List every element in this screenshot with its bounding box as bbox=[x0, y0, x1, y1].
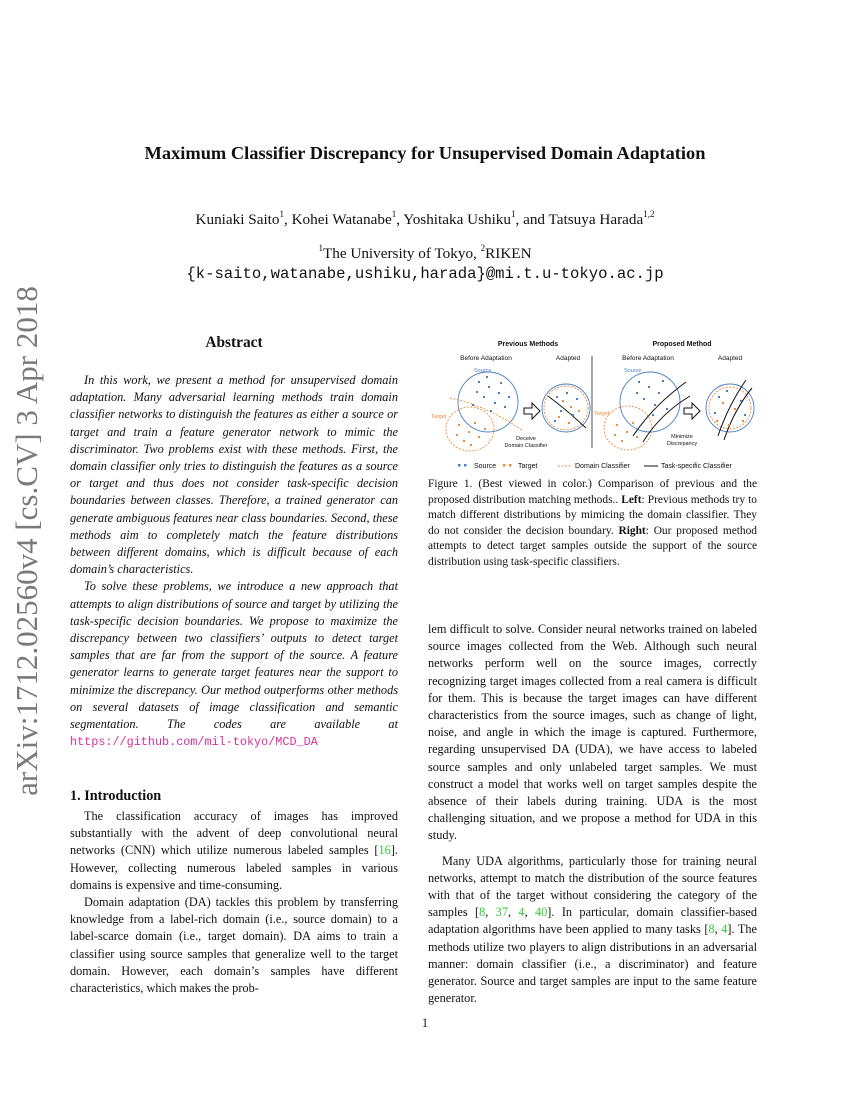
author-affiliation-mark: 1 bbox=[511, 209, 516, 219]
legend-target-marker bbox=[503, 464, 506, 467]
citation-link[interactable]: 4 bbox=[721, 922, 728, 937]
abstract-heading: Abstract bbox=[205, 334, 263, 351]
proposed-adapted-panel bbox=[667, 380, 754, 447]
abstract-body bbox=[70, 372, 398, 751]
intro-text: The classification accuracy of images has improved substantially with the advent of deep convolutional neural networks (CNN) which utilize numerous labeled samples [ bbox=[70, 809, 398, 858]
source-samples bbox=[636, 380, 668, 416]
intro-paragraph bbox=[70, 808, 398, 894]
figure-1-caption bbox=[428, 477, 757, 571]
figure-1 bbox=[428, 336, 757, 476]
affiliation-name: RIKEN bbox=[485, 245, 532, 262]
figure-before-label: Before Adaptation bbox=[460, 355, 512, 362]
author-separator: , and bbox=[515, 211, 549, 228]
target-samples bbox=[456, 422, 486, 446]
author-emails: {k-saito,watanabe,ushiku,harada}@mi.t.u-tokyo.ac.jp bbox=[186, 265, 664, 283]
caption-text: Figure 1. (Best viewed in color.) Comparison of previous and the proposed distribution matching methods.. bbox=[428, 478, 757, 506]
caption-text: : Previous methods try to match different distributions by mimicing the domain classifier. They do not consider the decision boundary. bbox=[428, 493, 757, 537]
author-name: Tatsuya Harada bbox=[548, 211, 644, 228]
page-number: 1 bbox=[421, 1016, 429, 1030]
legend-target-label: Target bbox=[518, 463, 538, 470]
source-distribution bbox=[458, 372, 518, 432]
citation-link[interactable]: 40 bbox=[535, 905, 548, 920]
source-label: Source bbox=[474, 368, 492, 374]
citation-link[interactable]: 8 bbox=[708, 922, 715, 937]
author-affiliation-mark: 1 bbox=[279, 209, 284, 219]
figure-before-label: Before Adaptation bbox=[622, 355, 674, 362]
author-separator: , bbox=[283, 211, 292, 228]
intro-paragraph: Domain adaptation (DA) tackles this problem by transferring knowledge from a label-rich domain (i.e., source domain) to a label-scarce domain (i.e., target domain). DA aims to train a classifier using source samples that generalize well to the target domain. However, each domain’s samples have different characteristics, which makes the prob- bbox=[70, 895, 398, 996]
intro-text: ]. In particular, domain classifier-based adaptation algorithms have been applied to many tasks [ bbox=[428, 905, 757, 937]
author-list bbox=[0, 211, 850, 229]
target-label: Target bbox=[431, 414, 447, 420]
caption-right-label: Right bbox=[618, 524, 646, 537]
author-separator: , bbox=[396, 211, 404, 228]
section-heading-introduction: 1. Introduction bbox=[70, 788, 162, 804]
affiliation-mark: 2 bbox=[480, 243, 486, 253]
arxiv-stamp: arXiv:1712.02560v4 [cs.CV] 3 Apr 2018 bbox=[9, 286, 44, 796]
intro-left-column bbox=[70, 808, 398, 997]
minimize-label: Discrepancy bbox=[666, 441, 698, 447]
previous-before-panel bbox=[431, 368, 523, 451]
figure-proposed-title: Proposed Method bbox=[652, 341, 712, 348]
intro-text: ]. The methods utilize two players to align distributions in an adversarial manner: domain classifier (i.e., a discriminator) and feature generator. Source and target samples are input to the same feature generator. bbox=[428, 922, 758, 1006]
task-classifier-boundary bbox=[548, 396, 586, 428]
code-link[interactable]: https://github.com/mil-tokyo/MCD_DA bbox=[70, 735, 318, 750]
paper-title: Maximum Classifier Discrepancy for Unsupervised Domain Adaptation bbox=[144, 143, 706, 163]
caption-left-label: Left bbox=[621, 493, 642, 506]
caption-paragraph bbox=[428, 477, 757, 571]
task-classifier-boundary bbox=[718, 380, 746, 436]
target-distribution bbox=[604, 406, 652, 450]
citation-link[interactable]: 8 bbox=[479, 905, 486, 920]
legend-domain-classifier-label: Domain Classifier bbox=[575, 463, 630, 470]
figure-1-diagram bbox=[428, 336, 757, 476]
figure-legend bbox=[458, 463, 732, 470]
deceive-label: Deceive bbox=[516, 436, 536, 442]
author-name: Yoshitaka Ushiku bbox=[403, 211, 511, 228]
citation-link[interactable]: 37 bbox=[495, 905, 508, 920]
citation-link[interactable]: 16 bbox=[378, 843, 391, 858]
citation-link[interactable]: 4 bbox=[518, 905, 525, 920]
caption-text: : Our proposed method attempts to detect target samples outside the support of the source distribution using task-specific classifiers. bbox=[428, 524, 757, 568]
intro-text: ]. However, collecting numerous labeled samples in various domains is expensive and time-consuming. bbox=[70, 843, 398, 892]
abstract-paragraph: In this work, we present a method for unsupervised domain adaptation. Many adversarial learning methods train domain classifier networks to distinguish the features as either a source or target and train a feature generator network to mimic the discriminator. Two problems exist with these methods. First, the domain classifier only tries to distinguish the features as a source or target and thus does not consider task-specific decision boundaries between classes. Therefore, a trained generator can generate ambiguous features near class boundaries. Second, these methods aim to completely match the feature distributions between different domains, which is difficult because of each domain’s characteristics. bbox=[70, 373, 398, 577]
intro-right-column bbox=[428, 621, 757, 1007]
abstract-paragraph bbox=[70, 578, 398, 751]
intro-paragraph: lem difficult to solve. Consider neural networks trained on labeled source images collected from the Web. Although such neural networks perform well on the source images, correctly recognizing target images collected from a real camera is difficult for them. This is because the target images can have different characteristics from the source images, such as change of light, noise, and angle in which the image is captured. Furthermore, regarding unsupervised DA (UDA), we have access to labeled source samples and only unlabeled target samples. We must construct a model that works well on target samples despite the absence of their labels during training. UDA is the most challenging situation, and we propose a method for UDA in this study. bbox=[428, 622, 757, 843]
intro-text: Many UDA algorithms, particularly those for training neural networks, attempt to match the distribution of the source features with that of the target without considering the category of the samples [ bbox=[428, 853, 757, 920]
figure-adapted-label: Adapted bbox=[555, 355, 581, 362]
abstract-text: To solve these problems, we introduce a new approach that attempts to align distributions of source and target by utilizing the task-specific decision boundaries. We propose to maximize the discrepancy between two classifiers’ outputs to detect target samples that are far from the support of the source. A feature generator learns to generate target features near the support to minimize the discrepancy. Our method outperforms other methods on several datasets of image classification and semantic segmentation. The codes are available at bbox=[70, 579, 398, 732]
source-label: Source bbox=[624, 368, 642, 374]
source-distribution bbox=[620, 372, 680, 432]
deceive-label: Domain Classifier bbox=[504, 443, 548, 449]
intro-paragraph: Many UDA algorithms, particularly those for training neural networks, attempt to match the distribution of the source features with that of the target without considering the category of the samples [8, 37, 4, 40]. In particular, domain classifier-based adaptation algorithms have been applied to many tasks [8, 4]. The methods utilize two players to align distributions in an adversarial manner: domain classifier (i.e., a discriminator) and feature generator. Source and target samples are input to the same feature generator. bbox=[428, 853, 758, 1006]
arrow-icon bbox=[524, 403, 540, 419]
target-label: Target bbox=[594, 411, 610, 417]
figure-adapted-label: Adapted bbox=[717, 355, 743, 362]
author-affiliation-mark: 1,2 bbox=[643, 209, 655, 219]
author-name: Kohei Watanabe bbox=[291, 211, 392, 228]
legend-source-marker bbox=[464, 464, 467, 467]
legend-target-marker bbox=[509, 464, 512, 467]
figure-previous-title: Previous Methods bbox=[497, 341, 559, 348]
minimize-label: Minimize bbox=[671, 434, 693, 440]
arrow-icon bbox=[684, 403, 700, 419]
affiliation-mark: 1 bbox=[318, 243, 323, 253]
task-classifier-boundary bbox=[633, 382, 686, 436]
legend-source-marker bbox=[458, 464, 461, 467]
target-samples bbox=[614, 422, 638, 442]
affiliations bbox=[0, 245, 850, 263]
author-name: Kuniaki Saito bbox=[195, 211, 280, 228]
affiliation-name: The University of Tokyo, bbox=[322, 245, 481, 262]
legend-source-label: Source bbox=[474, 463, 497, 470]
author-affiliation-mark: 1 bbox=[391, 209, 397, 219]
legend-task-classifier-label: Task-specific Classifier bbox=[661, 463, 732, 470]
